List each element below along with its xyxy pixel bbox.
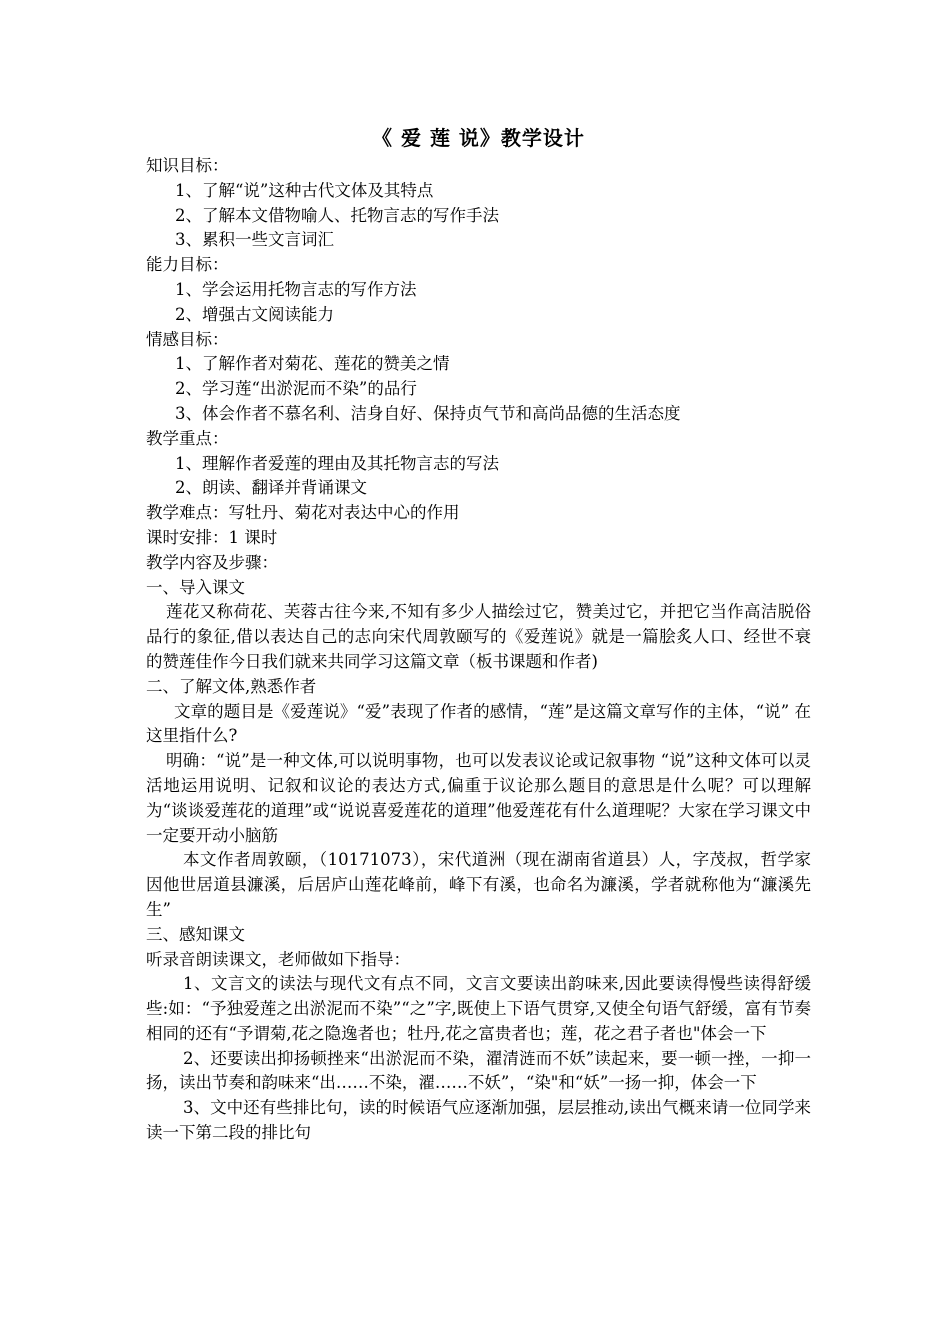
focus-heading: 教学重点： [146, 428, 229, 448]
steps-heading: 教学内容及步骤： [146, 552, 278, 572]
ability-item: 2、增强古文阅读能力 [175, 304, 334, 324]
section1-heading: 一、导入课文 [146, 577, 245, 597]
ability-item: 1、学会运用托物言志的写作方法 [175, 279, 417, 299]
section3-paragraph: 2、还要读出抑扬顿挫来“出淤泥而不染，濯清涟而不妖”读起来，要一顿一挫，一抑一扬，读出节奏和韵味来“出……不染，濯……不妖”，“染"和“妖”一扬一抑，体会一下 [146, 1048, 811, 1093]
knowledge-item: 1、了解“说”这种古代文体及其特点 [175, 180, 434, 200]
section3-paragraph: 1、文言文的读法与现代文有点不同，文言文要读出韵味来,因此要读得慢些读得舒缓些:如：“予独爱莲之出淤泥而不染”“之”字,既使上下语气贯穿,又使全句语气舒缓，富有节奏相同的还有“予谓菊,花之隐逸者也；牡丹,花之富贵者也；莲，花之君子者也"体会一下 [146, 974, 811, 1043]
section3-heading: 三、感知课文 [146, 924, 245, 944]
knowledge-item: 3、累积一些文言词汇 [175, 230, 334, 250]
emotion-item: 1、了解作者对菊花、莲花的赞美之情 [175, 354, 450, 374]
emotion-item: 3、体会作者不慕名利、洁身自好、保持贞气节和高尚品德的生活态度 [175, 403, 681, 423]
knowledge-heading: 知识目标： [146, 156, 229, 175]
section3-paragraph: 3、文中还有些排比句，读的时候语气应逐渐加强，层层推动,读出气概来请一位同学来读一下第二段的排比句 [146, 1098, 811, 1143]
section1-paragraph: 莲花又称荷花、芙蓉古往今来,不知有多少人描绘过它，赞美过它，并把它当作高洁脱俗品行的象征,借以表达自己的志向宋代周敦颐写的《爱莲说》就是一篇脍炙人口、经世不衰的赞莲佳作今日我们就来共同学习这篇文章（板书课题和作者) [146, 602, 811, 671]
document-page [146, 124, 811, 1146]
ability-heading: 能力目标： [146, 255, 229, 275]
emotion-item: 2、学习莲“出淤泥而不染”的品行 [175, 379, 417, 399]
section2-heading: 二、了解文体,熟悉作者 [146, 676, 317, 696]
section2-paragraph: 本文作者周敦颐，（10171073），宋代道洲（现在湖南省道县）人，字茂叔，哲学家因他世居道县濂溪，后居庐山莲花峰前，峰下有溪，也命名为濂溪，学者就称他为“濂溪先生” [146, 850, 811, 919]
focus-item: 2、朗读、翻译并背诵课文 [175, 478, 367, 498]
schedule-line: 课时安排：1 课时 [146, 527, 278, 547]
document-title: 《 爱 莲 说》教学设计 [372, 126, 585, 150]
knowledge-item: 2、了解本文借物喻人、托物言志的写作手法 [175, 205, 499, 225]
section2-paragraph: 文章的题目是《爱莲说》“爱”表现了作者的感情，“莲”是这篇文章写作的主体，“说” 在这里指什么? [146, 701, 811, 746]
section3-intro: 听录音朗读课文，老师做如下指导： [146, 949, 410, 969]
emotion-heading: 情感目标： [146, 329, 229, 349]
focus-item: 1、理解作者爱莲的理由及其托物言志的写法 [175, 453, 499, 473]
section2-paragraph: 明确：“说”是一种文体,可以说明事物，也可以发表议论或记叙事物 “说”这种文体可以灵活地运用说明、记叙和议论的表达方式,偏重于议论那么题目的意思是什么呢？可以理解为“谈谈爱莲花的道理”或“说说喜爱莲花的道理”他爱莲花有什么道理呢？大家在学习课文中一定要开动小脑筋 [146, 751, 811, 845]
difficulty-line: 教学难点：写牡丹、菊花对表达中心的作用 [146, 503, 460, 523]
